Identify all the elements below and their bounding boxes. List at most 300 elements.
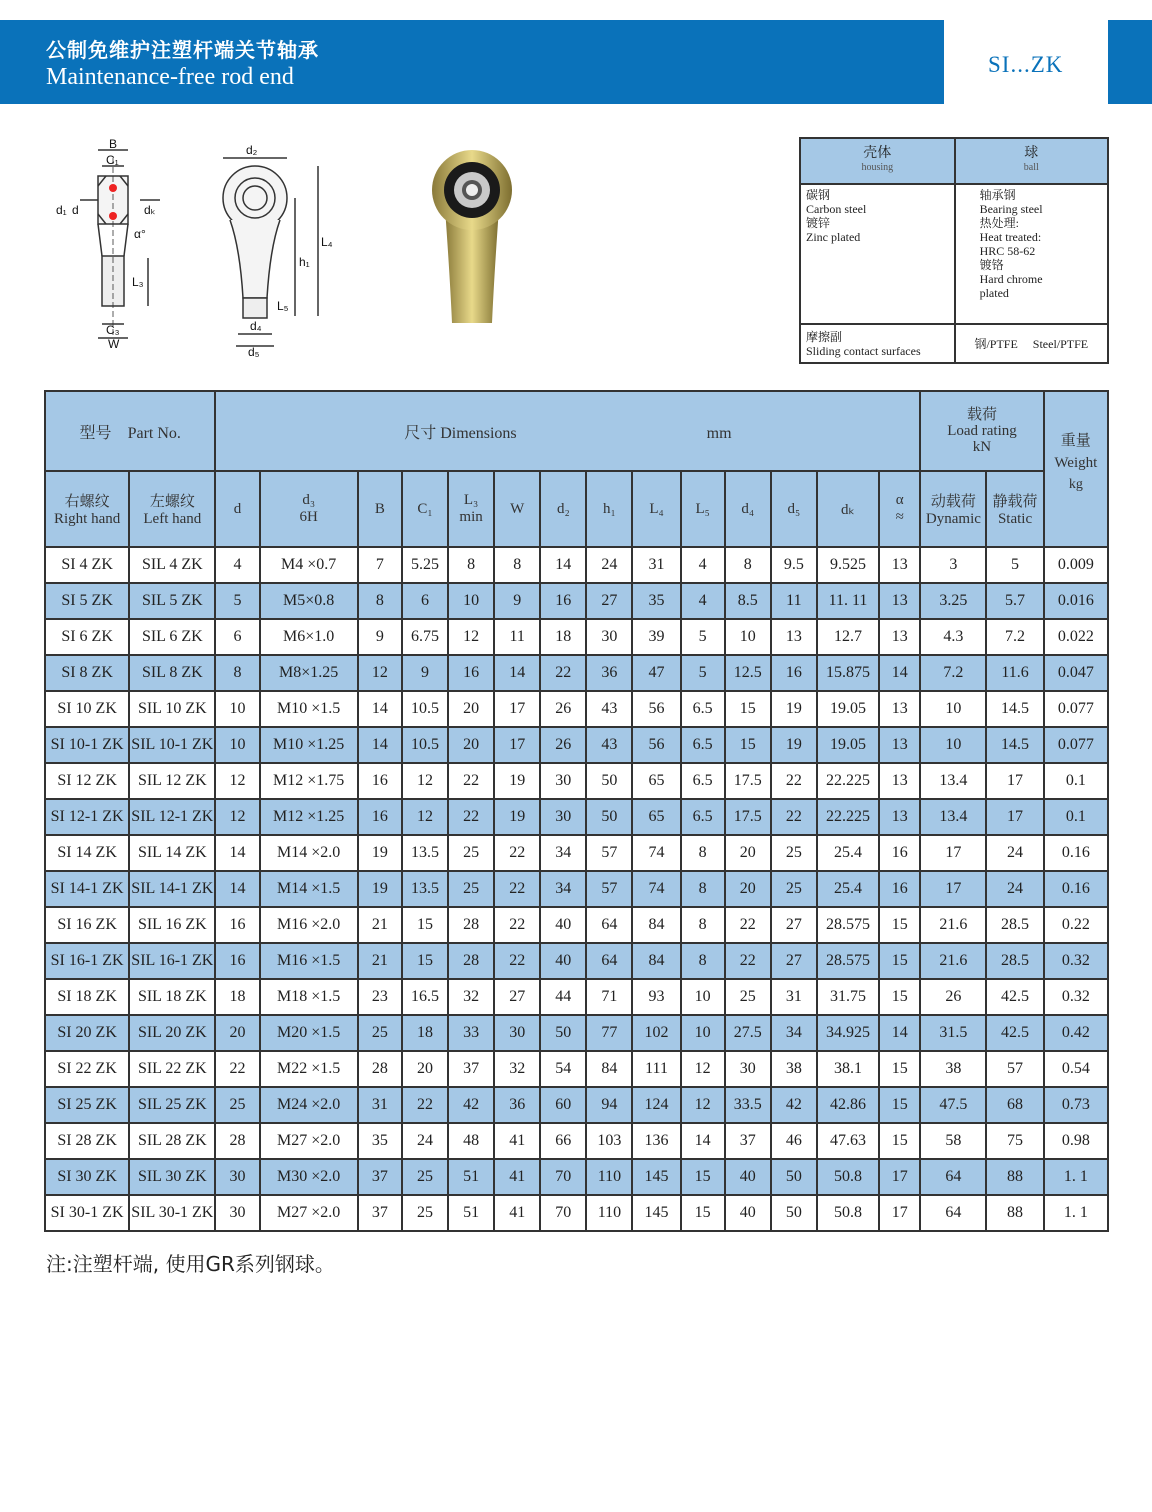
- table-cell: SIL 10 ZK: [129, 691, 215, 727]
- table-cell: 11.6: [986, 655, 1043, 691]
- table-cell: 50: [771, 1159, 817, 1195]
- table-row: [45, 1159, 1108, 1195]
- table-cell: M24 ×2.0: [260, 1087, 358, 1123]
- table-row: [45, 583, 1108, 619]
- table-cell: SIL 6 ZK: [129, 619, 215, 655]
- table-cell: 25.4: [817, 871, 879, 907]
- table-cell: 84: [632, 943, 680, 979]
- table-cell: 22: [215, 1051, 259, 1087]
- table-cell: 12: [402, 799, 448, 835]
- table-cell: 68: [986, 1087, 1043, 1123]
- table-row: [45, 691, 1108, 727]
- table-cell: 35: [632, 583, 680, 619]
- table-cell: 14: [358, 727, 402, 763]
- table-cell: 8: [725, 547, 771, 583]
- label-d5: d₅: [248, 345, 260, 359]
- table-cell: SIL 12-1 ZK: [129, 799, 215, 835]
- table-cell: M14 ×2.0: [260, 835, 358, 871]
- table-cell: 94: [586, 1087, 632, 1123]
- table-cell: 25.4: [817, 835, 879, 871]
- table-cell: SIL 28 ZK: [129, 1123, 215, 1159]
- table-row: [45, 547, 1108, 583]
- table-cell: 30: [540, 763, 586, 799]
- table-cell: 0.73: [1044, 1087, 1108, 1123]
- table-cell: 30: [215, 1159, 259, 1195]
- dynamic-load-header: 动载荷 Dynamic: [920, 471, 986, 547]
- table-cell: SI 14 ZK: [45, 835, 129, 871]
- table-cell: M27 ×2.0: [260, 1195, 358, 1231]
- table-cell: 25: [725, 979, 771, 1015]
- table-cell: 42.5: [986, 1015, 1043, 1051]
- table-cell: 50: [586, 799, 632, 835]
- weight-header: 重量 Weight kg: [1044, 391, 1108, 547]
- table-cell: 5: [681, 655, 725, 691]
- table-cell: 33: [448, 1015, 494, 1051]
- table-cell: 22.225: [817, 799, 879, 835]
- table-cell: 41: [494, 1123, 540, 1159]
- table-cell: 38.1: [817, 1051, 879, 1087]
- table-cell: 12: [402, 763, 448, 799]
- table-cell: M12 ×1.25: [260, 799, 358, 835]
- col-B: B: [358, 471, 402, 547]
- table-cell: SI 10 ZK: [45, 691, 129, 727]
- ball-header: 球 ball: [955, 138, 1108, 184]
- table-row: [45, 619, 1108, 655]
- label-C3: C₃: [106, 323, 120, 337]
- table-row: [45, 1195, 1108, 1231]
- table-cell: 31: [771, 979, 817, 1015]
- dimensions-header: 尺寸 Dimensions mm: [215, 391, 920, 471]
- table-cell: 28: [448, 943, 494, 979]
- table-cell: 15: [879, 1123, 920, 1159]
- table-cell: 25: [448, 835, 494, 871]
- table-cell: 37: [448, 1051, 494, 1087]
- table-cell: 6.5: [681, 763, 725, 799]
- table-cell: 13.4: [920, 799, 986, 835]
- table-cell: 5.7: [986, 583, 1043, 619]
- table-cell: M16 ×2.0: [260, 907, 358, 943]
- table-cell: 10: [681, 1015, 725, 1051]
- table-cell: 37: [725, 1123, 771, 1159]
- table-cell: 5.25: [402, 547, 448, 583]
- table-cell: 21.6: [920, 943, 986, 979]
- table-cell: 22: [540, 655, 586, 691]
- table-cell: 0.16: [1044, 871, 1108, 907]
- table-cell: 14: [358, 691, 402, 727]
- table-cell: 39: [632, 619, 680, 655]
- table-cell: 36: [494, 1087, 540, 1123]
- table-cell: 0.022: [1044, 619, 1108, 655]
- table-cell: SIL 25 ZK: [129, 1087, 215, 1123]
- table-row: [45, 907, 1108, 943]
- table-cell: 17: [494, 727, 540, 763]
- table-cell: M22 ×1.5: [260, 1051, 358, 1087]
- table-cell: 24: [586, 547, 632, 583]
- table-cell: 34.925: [817, 1015, 879, 1051]
- table-cell: 13.5: [402, 835, 448, 871]
- table-cell: 57: [986, 1051, 1043, 1087]
- table-cell: SIL 14-1 ZK: [129, 871, 215, 907]
- table-cell: M12 ×1.75: [260, 763, 358, 799]
- table-cell: 14: [540, 547, 586, 583]
- table-cell: 50.8: [817, 1195, 879, 1231]
- table-cell: 19: [771, 727, 817, 763]
- table-cell: 0.32: [1044, 979, 1108, 1015]
- col-h1: h₁: [586, 471, 632, 547]
- table-cell: 16: [215, 907, 259, 943]
- table-cell: 22: [448, 799, 494, 835]
- table-cell: 12.7: [817, 619, 879, 655]
- table-cell: 19: [494, 799, 540, 835]
- col-C1: C₁: [402, 471, 448, 547]
- table-cell: 7.2: [920, 655, 986, 691]
- table-cell: 15: [725, 727, 771, 763]
- table-cell: 64: [586, 907, 632, 943]
- table-cell: SI 28 ZK: [45, 1123, 129, 1159]
- table-cell: M16 ×1.5: [260, 943, 358, 979]
- table-cell: 15: [879, 943, 920, 979]
- table-cell: 30: [586, 619, 632, 655]
- table-cell: 33.5: [725, 1087, 771, 1123]
- dimensions-table-body: [45, 547, 1108, 1231]
- table-cell: 110: [586, 1195, 632, 1231]
- table-cell: 9: [402, 655, 448, 691]
- table-cell: 30: [540, 799, 586, 835]
- table-cell: 51: [448, 1195, 494, 1231]
- table-cell: 13: [879, 583, 920, 619]
- table-cell: SI 16-1 ZK: [45, 943, 129, 979]
- housing-header: 壳体 housing: [800, 138, 955, 184]
- table-cell: SIL 16 ZK: [129, 907, 215, 943]
- table-cell: 56: [632, 691, 680, 727]
- table-cell: 65: [632, 799, 680, 835]
- table-cell: 70: [540, 1159, 586, 1195]
- table-cell: 27.5: [725, 1015, 771, 1051]
- table-cell: 13.5: [402, 871, 448, 907]
- table-cell: 19: [358, 871, 402, 907]
- table-cell: 41: [494, 1195, 540, 1231]
- table-cell: 27: [771, 943, 817, 979]
- table-cell: 7.2: [986, 619, 1043, 655]
- table-cell: 47: [632, 655, 680, 691]
- table-cell: 10: [681, 979, 725, 1015]
- front-view-drawing: [223, 143, 333, 359]
- table-cell: 34: [540, 835, 586, 871]
- table-cell: SI 5 ZK: [45, 583, 129, 619]
- table-cell: 4.3: [920, 619, 986, 655]
- table-cell: 8: [681, 871, 725, 907]
- table-cell: 18: [215, 979, 259, 1015]
- table-cell: 8: [215, 655, 259, 691]
- table-cell: 65: [632, 763, 680, 799]
- label-d4: d₄: [250, 319, 262, 333]
- table-cell: 56: [632, 727, 680, 763]
- table-cell: 10: [920, 691, 986, 727]
- table-cell: 111: [632, 1051, 680, 1087]
- table-cell: 15.875: [817, 655, 879, 691]
- table-cell: 3: [920, 547, 986, 583]
- table-cell: 15: [879, 1051, 920, 1087]
- table-cell: 11. 11: [817, 583, 879, 619]
- table-cell: 0.54: [1044, 1051, 1108, 1087]
- table-cell: 28: [448, 907, 494, 943]
- table-cell: 10: [725, 619, 771, 655]
- table-cell: 6: [402, 583, 448, 619]
- table-cell: M20 ×1.5: [260, 1015, 358, 1051]
- table-cell: 88: [986, 1195, 1043, 1231]
- table-cell: 8: [494, 547, 540, 583]
- right-hand-header: 右螺纹 Right hand: [45, 471, 129, 547]
- col-d: d: [215, 471, 259, 547]
- table-cell: 10: [215, 727, 259, 763]
- table-cell: 31.5: [920, 1015, 986, 1051]
- table-cell: M4 ×0.7: [260, 547, 358, 583]
- table-cell: 5: [681, 619, 725, 655]
- table-cell: 16: [771, 655, 817, 691]
- table-cell: 48: [448, 1123, 494, 1159]
- table-cell: 19.05: [817, 727, 879, 763]
- table-cell: 5: [215, 583, 259, 619]
- table-cell: 6.5: [681, 799, 725, 835]
- table-cell: 20: [402, 1051, 448, 1087]
- table-cell: 15: [402, 907, 448, 943]
- table-cell: 84: [586, 1051, 632, 1087]
- table-cell: 42.86: [817, 1087, 879, 1123]
- label-W: W: [108, 337, 120, 351]
- table-cell: 18: [402, 1015, 448, 1051]
- table-cell: 28: [358, 1051, 402, 1087]
- table-cell: 16: [540, 583, 586, 619]
- table-cell: 9.525: [817, 547, 879, 583]
- table-cell: 41: [494, 1159, 540, 1195]
- table-cell: 28: [215, 1123, 259, 1159]
- table-cell: 10: [448, 583, 494, 619]
- table-cell: 20: [448, 691, 494, 727]
- table-cell: 23: [358, 979, 402, 1015]
- table-cell: 42: [771, 1087, 817, 1123]
- table-cell: 17: [920, 871, 986, 907]
- table-cell: 46: [771, 1123, 817, 1159]
- static-load-header: 静载荷 Static: [986, 471, 1043, 547]
- table-cell: 21: [358, 943, 402, 979]
- table-cell: 84: [632, 907, 680, 943]
- table-row: [45, 1051, 1108, 1087]
- table-cell: 10: [920, 727, 986, 763]
- label-h1: h₁: [299, 255, 310, 269]
- housing-material: 碳钢 Carbon steel 镀锌 Zinc plated: [800, 184, 955, 324]
- table-cell: 14.5: [986, 727, 1043, 763]
- side-view-drawing: [56, 138, 160, 351]
- table-cell: 11: [494, 619, 540, 655]
- table-cell: 145: [632, 1159, 680, 1195]
- table-cell: 20: [725, 835, 771, 871]
- table-cell: 0.1: [1044, 799, 1108, 835]
- table-cell: SIL 10-1 ZK: [129, 727, 215, 763]
- table-cell: 17: [920, 835, 986, 871]
- label-d1: d₁: [56, 203, 67, 217]
- table-cell: 12: [681, 1051, 725, 1087]
- table-cell: M30 ×2.0: [260, 1159, 358, 1195]
- table-cell: SIL 8 ZK: [129, 655, 215, 691]
- label-L4: L₄: [321, 235, 333, 249]
- table-cell: 0.22: [1044, 907, 1108, 943]
- table-cell: 0.1: [1044, 763, 1108, 799]
- table-cell: 12: [215, 763, 259, 799]
- table-cell: 20: [725, 871, 771, 907]
- table-cell: 0.32: [1044, 943, 1108, 979]
- table-cell: 8: [681, 835, 725, 871]
- table-cell: 24: [986, 835, 1043, 871]
- table-cell: SI 18 ZK: [45, 979, 129, 1015]
- label-d: d: [72, 203, 79, 217]
- table-cell: 103: [586, 1123, 632, 1159]
- table-cell: 22: [771, 799, 817, 835]
- table-cell: 12: [681, 1087, 725, 1123]
- label-B: B: [109, 138, 118, 151]
- table-cell: 17: [986, 763, 1043, 799]
- series-code: SI...ZK: [988, 52, 1064, 77]
- table-cell: SI 14-1 ZK: [45, 871, 129, 907]
- table-cell: SIL 4 ZK: [129, 547, 215, 583]
- table-cell: 10.5: [402, 691, 448, 727]
- table-cell: 35: [358, 1123, 402, 1159]
- table-cell: 17.5: [725, 799, 771, 835]
- table-cell: 60: [540, 1087, 586, 1123]
- label-dk: dₖ: [144, 203, 156, 217]
- table-cell: 19: [358, 835, 402, 871]
- table-cell: 22: [448, 763, 494, 799]
- table-cell: 44: [540, 979, 586, 1015]
- table-cell: 74: [632, 835, 680, 871]
- table-cell: M10 ×1.5: [260, 691, 358, 727]
- table-cell: 8: [448, 547, 494, 583]
- col-L5: L₅: [681, 471, 725, 547]
- col-W: W: [494, 471, 540, 547]
- table-cell: 0.16: [1044, 835, 1108, 871]
- table-cell: 0.077: [1044, 691, 1108, 727]
- table-cell: 13: [879, 763, 920, 799]
- table-cell: 93: [632, 979, 680, 1015]
- table-cell: 16: [879, 871, 920, 907]
- table-cell: M5×0.8: [260, 583, 358, 619]
- table-cell: 136: [632, 1123, 680, 1159]
- table-cell: 18: [540, 619, 586, 655]
- table-cell: 50: [771, 1195, 817, 1231]
- table-cell: M18 ×1.5: [260, 979, 358, 1015]
- table-cell: 71: [586, 979, 632, 1015]
- table-cell: 22.225: [817, 763, 879, 799]
- table-cell: 6.75: [402, 619, 448, 655]
- table-cell: 12: [448, 619, 494, 655]
- table-cell: 17: [879, 1159, 920, 1195]
- table-cell: 37: [358, 1195, 402, 1231]
- table-cell: 42: [448, 1087, 494, 1123]
- label-d2: d₂: [246, 143, 258, 157]
- table-cell: 15: [879, 979, 920, 1015]
- table-cell: 22: [494, 835, 540, 871]
- table-cell: 51: [448, 1159, 494, 1195]
- table-cell: 19: [494, 763, 540, 799]
- table-cell: 38: [920, 1051, 986, 1087]
- table-cell: SIL 16-1 ZK: [129, 943, 215, 979]
- table-cell: 17: [879, 1195, 920, 1231]
- table-cell: 14: [215, 835, 259, 871]
- table-cell: 0.047: [1044, 655, 1108, 691]
- table-cell: 50: [586, 763, 632, 799]
- table-cell: 38: [771, 1051, 817, 1087]
- table-cell: 13: [879, 619, 920, 655]
- table-row: [45, 979, 1108, 1015]
- table-cell: 14.5: [986, 691, 1043, 727]
- table-cell: 9: [494, 583, 540, 619]
- table-cell: 43: [586, 691, 632, 727]
- table-cell: 28.5: [986, 943, 1043, 979]
- table-cell: 0.009: [1044, 547, 1108, 583]
- table-cell: 25: [402, 1159, 448, 1195]
- table-cell: 0.42: [1044, 1015, 1108, 1051]
- table-cell: 28.575: [817, 943, 879, 979]
- table-cell: SIL 18 ZK: [129, 979, 215, 1015]
- table-cell: 13: [879, 691, 920, 727]
- col-alpha: α ≈: [879, 471, 920, 547]
- col-d2: d₂: [540, 471, 586, 547]
- table-cell: 14: [215, 871, 259, 907]
- table-cell: 102: [632, 1015, 680, 1051]
- sliding-surfaces-value: 钢/PTFE Steel/PTFE: [955, 324, 1108, 363]
- table-cell: M6×1.0: [260, 619, 358, 655]
- table-cell: 40: [540, 907, 586, 943]
- table-row: [45, 655, 1108, 691]
- table-cell: 25: [771, 835, 817, 871]
- table-cell: 19: [771, 691, 817, 727]
- table-cell: 50: [540, 1015, 586, 1051]
- col-d4: d₄: [725, 471, 771, 547]
- table-cell: 27: [494, 979, 540, 1015]
- label-L5: L₅: [277, 299, 289, 313]
- footnote: 注:注塑杆端, 使用GR系列钢球。: [46, 1252, 335, 1276]
- table-cell: 15: [725, 691, 771, 727]
- table-cell: 64: [920, 1159, 986, 1195]
- table-cell: 50.8: [817, 1159, 879, 1195]
- table-cell: 13: [879, 799, 920, 835]
- table-cell: 6.5: [681, 691, 725, 727]
- table-cell: M8×1.25: [260, 655, 358, 691]
- table-cell: 17.5: [725, 763, 771, 799]
- label-alpha: α°: [134, 227, 146, 241]
- table-row: [45, 943, 1108, 979]
- table-cell: 8: [358, 583, 402, 619]
- table-row: [45, 727, 1108, 763]
- table-cell: 43: [586, 727, 632, 763]
- table-cell: SI 30-1 ZK: [45, 1195, 129, 1231]
- table-cell: 75: [986, 1123, 1043, 1159]
- table-cell: 14: [681, 1123, 725, 1159]
- table-cell: 22: [494, 871, 540, 907]
- col-L4: L₄: [632, 471, 680, 547]
- table-cell: 12: [215, 799, 259, 835]
- table-cell: SIL 12 ZK: [129, 763, 215, 799]
- table-cell: 14: [879, 1015, 920, 1051]
- table-cell: 8: [681, 907, 725, 943]
- table-cell: 110: [586, 1159, 632, 1195]
- table-cell: 15: [879, 1087, 920, 1123]
- table-cell: 14: [879, 655, 920, 691]
- table-cell: 28.5: [986, 907, 1043, 943]
- table-cell: SI 25 ZK: [45, 1087, 129, 1123]
- table-cell: 7: [358, 547, 402, 583]
- part-no-header: 型号 Part No.: [45, 391, 215, 471]
- table-cell: 47.5: [920, 1087, 986, 1123]
